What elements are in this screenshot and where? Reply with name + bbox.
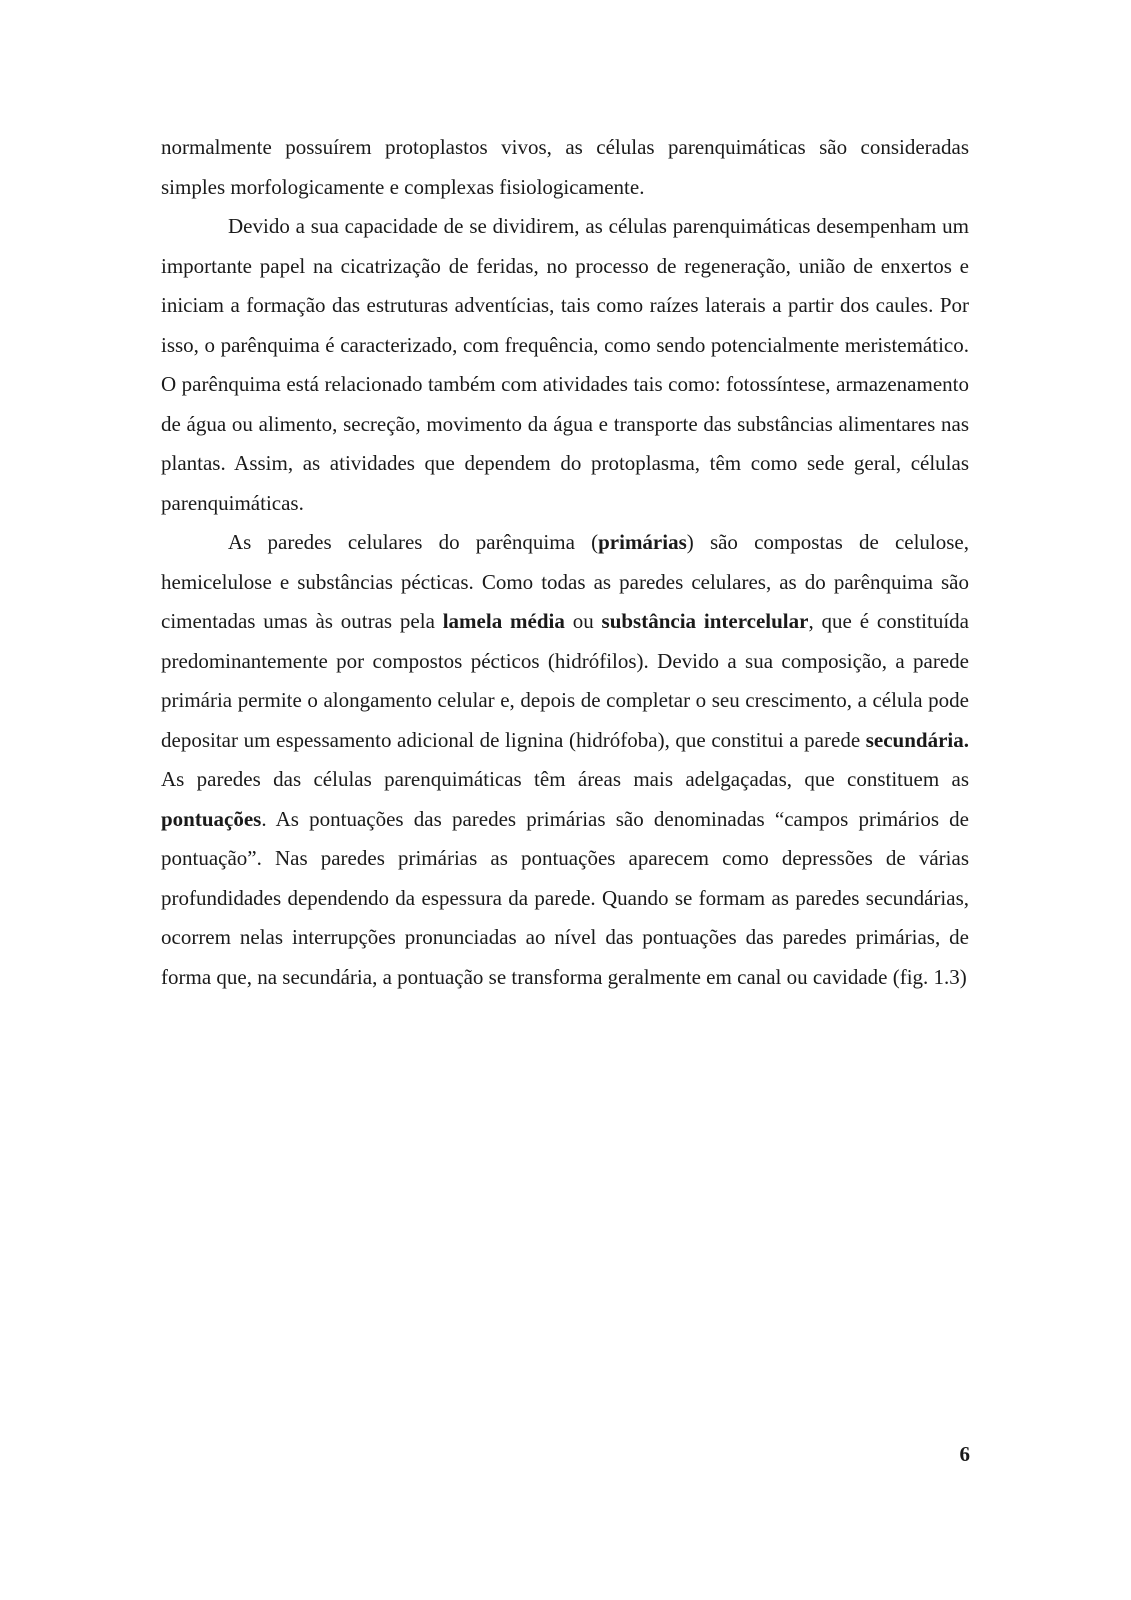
bold-term-substancia-intercelular: substância intercelular [601, 609, 809, 633]
paragraph-cell-walls [161, 523, 969, 997]
text-run: As paredes celulares do parênquima ( [228, 530, 599, 554]
bold-term-primarias: primárias [598, 530, 687, 554]
text-run: ) são compostas de celulose, hemicelulose e substâncias pécticas. Como todas as paredes celulares, as do parênquima são cimentadas umas às outras pela [161, 530, 969, 633]
bold-term-pontuacoes: pontuações [161, 806, 262, 831]
text-run: . As pontuações das paredes primárias são denominadas “campos primários de pontuação”. Nas paredes primárias as pontuações aparecem como depressões de várias profundidades dependendo da espessura da parede. Quando se formam as paredes secundárias, ocorrem nelas interrupções pronunciadas ao nível das pontuações das paredes primárias, de forma que, na secundária, a pontuação se transforma geralmente em canal ou cavidade (fig. 1.3) [161, 806, 969, 989]
paragraph-continuation: normalmente possuírem protoplastos vivos, as células parenquimáticas são consideradas simples morfologicamente e complexas fisiologicamente. [161, 135, 969, 199]
text-run: , que é constituída predominantemente por compostos pécticos (hidrófilos). Devido a sua composição, a parede primária permite o alongamento celular e, depois de completar o seu crescimento, a célula pode depositar um espessamento adicional de lignina (hidrófoba), que constitui a parede [161, 609, 969, 752]
text-run: As paredes das células parenquimáticas têm áreas mais adelgaçadas, que constituem as [161, 767, 969, 791]
page-number: 6 [959, 1442, 970, 1466]
bold-term-secundaria: secundária. [865, 727, 969, 752]
body-text [161, 128, 969, 997]
text-run: ou [564, 609, 602, 633]
paragraph-cell-division: Devido a sua capacidade de se dividirem, as células parenquimáticas desempenham um importante papel na cicatrização de feridas, no processo de regeneração, união de enxertos e iniciam a formação das estruturas adventícias, tais como raízes laterais a partir dos caules. Por isso, o parênquima é caracterizado, com frequência, como sendo potencialmente meristemático. O parênquima está relacionado também com atividades tais como: fotossíntese, armazenamento de água ou alimento, secreção, movimento da água e transporte das substâncias alimentares nas plantas. Assim, as atividades que dependem do protoplasma, têm como sede geral, células parenquimáticas. [161, 214, 969, 515]
bold-term-lamela-media: lamela média [442, 609, 565, 633]
